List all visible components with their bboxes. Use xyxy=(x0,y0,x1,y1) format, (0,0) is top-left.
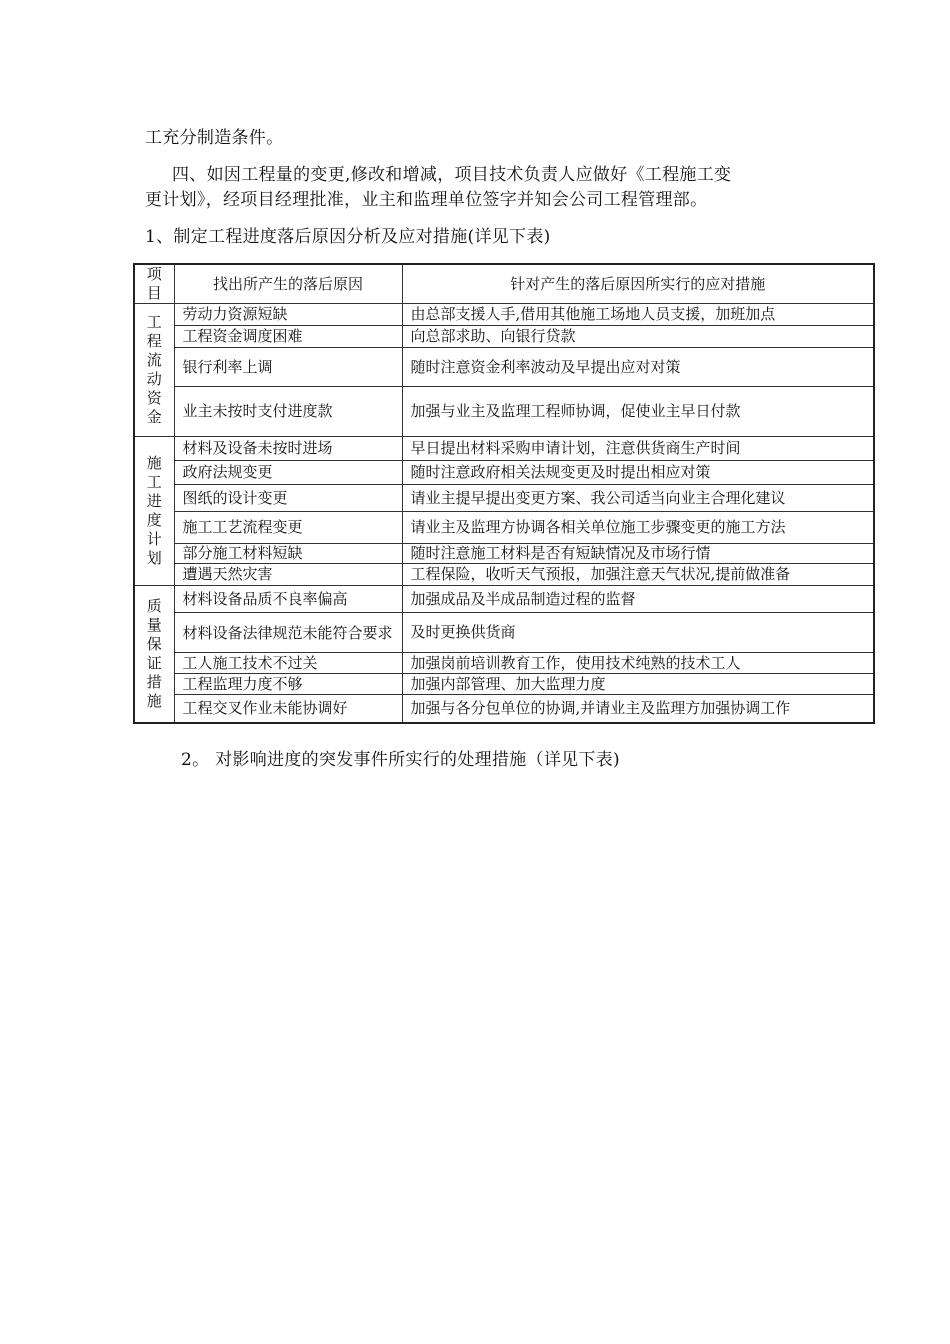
measure-cell: 随时注意政府相关法规变更及时提出相应对策 xyxy=(402,461,874,485)
table-row xyxy=(134,437,874,461)
measure-cell: 加强与业主及监理工程师协调，促使业主早日付款 xyxy=(402,387,874,437)
section-heading-delay-analysis: 1、制定工程进度落后原因分析及应对措施(详见下表) xyxy=(145,227,551,247)
delay-measures-table xyxy=(133,263,875,724)
paragraph-change-plan-cont: 更计划》，经项目经理批准，业主和监理单位签字并知会公司工程管理部。 xyxy=(145,190,708,210)
header-cause: 找出所产生的落后原因 xyxy=(174,264,402,304)
cause-cell: 材料设备法律规范未能符合要求 xyxy=(174,613,402,653)
measure-cell: 加强成品及半成品制造过程的监督 xyxy=(402,586,874,613)
table-row xyxy=(134,653,874,674)
cause-cell: 工程交叉作业未能协调好 xyxy=(174,695,402,723)
table-row xyxy=(134,348,874,387)
table-row xyxy=(134,461,874,485)
table-row xyxy=(134,613,874,653)
table-row xyxy=(134,544,874,564)
cause-cell: 工程资金调度困难 xyxy=(174,326,402,348)
section-heading-emergency-measures: 2。 对影响进度的突发事件所实行的处理措施（详见下表) xyxy=(181,750,620,770)
category-working-capital: 工程流动资金 xyxy=(134,304,174,437)
table-row xyxy=(134,695,874,723)
cause-cell: 图纸的设计变更 xyxy=(174,485,402,512)
measure-cell: 工程保险，收听天气预报，加强注意天气状况,提前做准备 xyxy=(402,564,874,586)
measure-cell: 加强内部管理、加大监理力度 xyxy=(402,674,874,695)
cause-cell: 材料设备品质不良率偏高 xyxy=(174,586,402,613)
cause-cell: 施工工艺流程变更 xyxy=(174,512,402,544)
table-row xyxy=(134,304,874,326)
category-quality-assurance: 质量保证措施 xyxy=(134,586,174,723)
cause-cell: 银行利率上调 xyxy=(174,348,402,387)
measure-cell: 由总部支援人手,借用其他施工场地人员支援，加班加点 xyxy=(402,304,874,326)
measure-cell: 请业主提早提出变更方案、我公司适当向业主合理化建议 xyxy=(402,485,874,512)
measure-cell: 请业主及监理方协调各相关单位施工步骤变更的施工方法 xyxy=(402,512,874,544)
cause-cell: 劳动力资源短缺 xyxy=(174,304,402,326)
header-item: 项目 xyxy=(134,264,174,304)
cause-cell: 工人施工技术不过关 xyxy=(174,653,402,674)
table-row xyxy=(134,485,874,512)
cause-cell: 部分施工材料短缺 xyxy=(174,544,402,564)
cause-cell: 遭遇天然灾害 xyxy=(174,564,402,586)
measure-cell: 随时注意施工材料是否有短缺情况及市场行情 xyxy=(402,544,874,564)
paragraph-change-plan: 四、如因工程量的变更,修改和增减，项目技术负责人应做好《工程施工变 xyxy=(172,165,732,185)
header-measure: 针对产生的落后原因所实行的应对措施 xyxy=(402,264,874,304)
table-row xyxy=(134,387,874,437)
measure-cell: 向总部求助、向银行贷款 xyxy=(402,326,874,348)
measure-cell: 加强与各分包单位的协调,并请业主及监理方加强协调工作 xyxy=(402,695,874,723)
cause-cell: 政府法规变更 xyxy=(174,461,402,485)
table-header-row xyxy=(134,264,874,304)
table-row xyxy=(134,674,874,695)
measure-cell: 加强岗前培训教育工作，使用技术纯熟的技术工人 xyxy=(402,653,874,674)
table-row xyxy=(134,586,874,613)
measure-cell: 及时更换供货商 xyxy=(402,613,874,653)
cause-cell: 工程监理力度不够 xyxy=(174,674,402,695)
table-row xyxy=(134,564,874,586)
cause-cell: 材料及设备未按时进场 xyxy=(174,437,402,461)
paragraph-intro: 工充分制造条件。 xyxy=(145,128,284,148)
table-row xyxy=(134,512,874,544)
measure-cell: 随时注意资金利率波动及早提出应对对策 xyxy=(402,348,874,387)
table-row xyxy=(134,326,874,348)
category-schedule-plan: 施工进度计划 xyxy=(134,437,174,586)
measure-cell: 早日提出材料采购申请计划，注意供货商生产时间 xyxy=(402,437,874,461)
cause-cell: 业主未按时支付进度款 xyxy=(174,387,402,437)
